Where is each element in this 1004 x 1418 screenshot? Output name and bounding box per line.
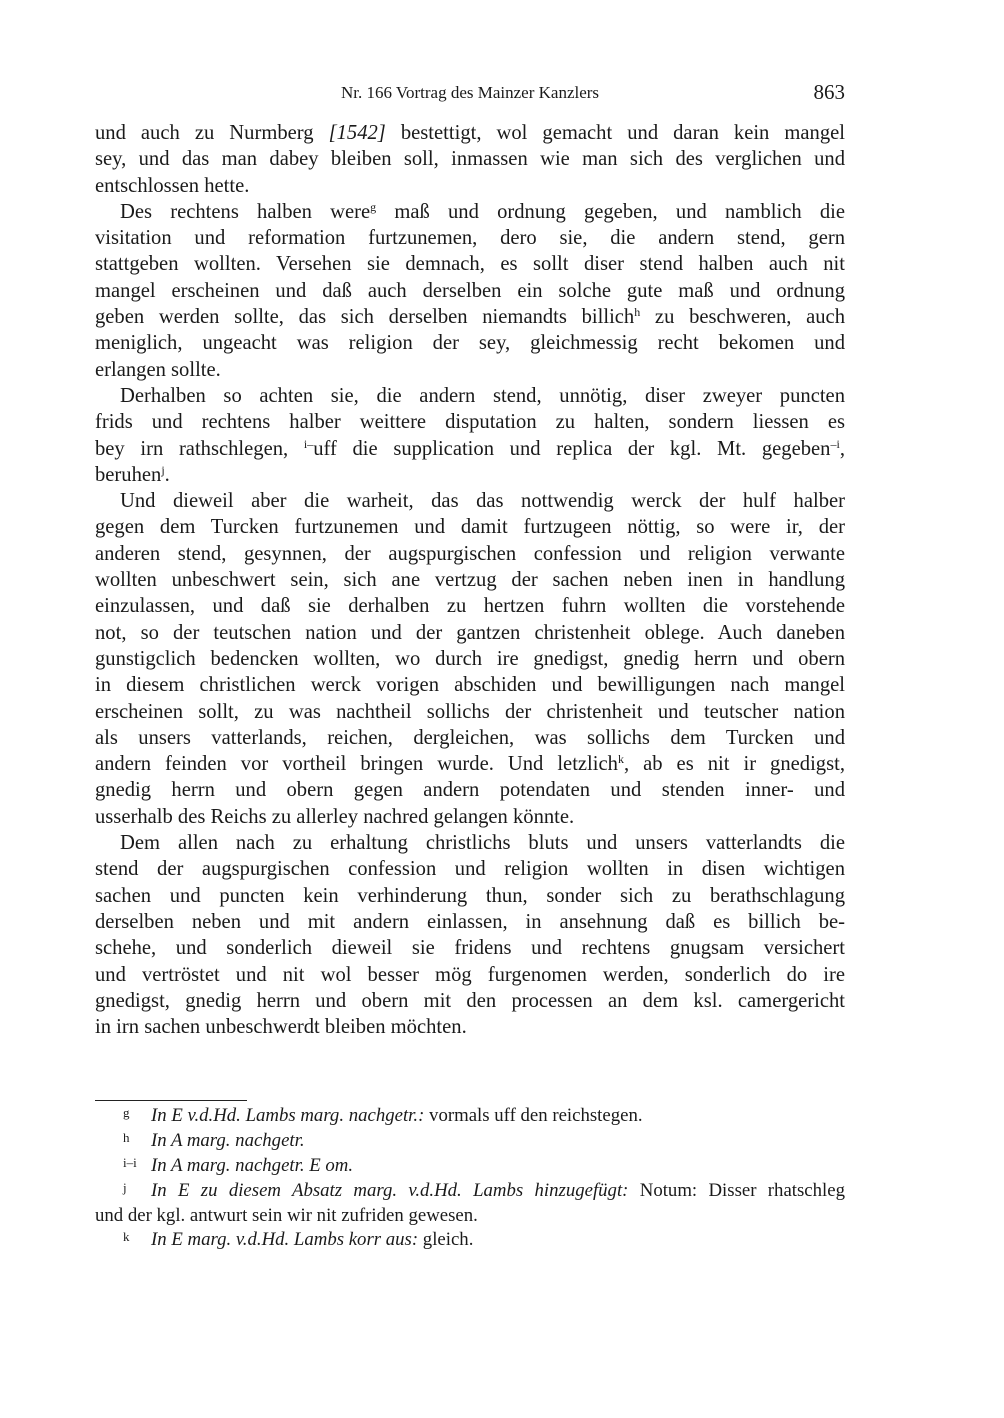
footnote-line	[95, 1154, 845, 1179]
text-segment: stend der augspurgischen confession und religion wollten in disen wichtigen	[95, 858, 845, 881]
text-segment: schehe, und sonderlich dieweil sie fridens und rechtens gnugsam versichert	[95, 937, 845, 960]
footnote-label: k	[123, 1229, 130, 1245]
text-segment: Und dieweil aber die warheit, das das nottwendig werck der hulf halber	[120, 490, 845, 513]
italic-text: [1542]	[328, 122, 386, 144]
footnote	[95, 1104, 845, 1129]
text-segment: not, so der teutschen nation und der gantzen christenheit oblege. Auch daneben	[95, 621, 845, 644]
text-segment: derselben neben und mit andern einlassen, in ansehnung daß es billich be-	[95, 910, 845, 933]
text-segment: mangel erscheinen und daß auch derselben ein solche gute maß und ordnung	[95, 279, 845, 302]
footnote-marker: k	[617, 752, 624, 767]
footnote-marker: –i	[830, 436, 840, 451]
text-line	[95, 304, 845, 330]
text-line	[95, 646, 845, 672]
text-line	[95, 514, 845, 540]
text-segment: Derhalben so achten sie, die andern stend, unnötig, diser zweyer puncten	[120, 384, 845, 407]
text-segment: stattgeben wollten. Versehen sie demnach, es sollt diser stend halben auch nit	[95, 253, 845, 276]
text-line	[95, 935, 845, 961]
text-line	[95, 751, 845, 777]
page-number: 863	[813, 80, 845, 104]
text-segment: bey irn rathschlegen,	[95, 437, 304, 460]
text-line	[95, 436, 845, 462]
text-segment: usserhalb des Reichs zu allerley nachred gelangen könnte.	[95, 805, 575, 828]
text-line	[95, 804, 845, 830]
paragraph	[95, 383, 845, 488]
text-line	[95, 199, 845, 225]
page-header	[95, 80, 845, 106]
text-segment: uff die supplication und replica der kgl. Mt. gegeben	[313, 437, 831, 460]
text-segment: gnedig herrn und obern gegen andern potendaten und stenden inner- und	[95, 779, 845, 802]
text-line	[95, 120, 845, 146]
footnotes	[95, 1104, 845, 1253]
paragraph	[95, 120, 845, 199]
footnote-marker: i–	[303, 436, 314, 451]
text-line	[95, 409, 845, 435]
text-segment: in irn sachen unbeschwerdt bleiben möchten.	[95, 1016, 467, 1039]
italic-text: In A marg. nachgetr.	[151, 1129, 305, 1151]
footnote-marker: g	[370, 199, 377, 214]
footnote-label: g	[123, 1105, 130, 1120]
footnote-marker: h	[634, 305, 641, 320]
text-line	[95, 856, 845, 882]
footnote-line	[95, 1179, 845, 1204]
text-line	[95, 1014, 845, 1040]
text-line	[95, 830, 845, 856]
text-segment: maß und ordnung gegeben, und namblich die	[376, 200, 845, 223]
text-line	[95, 909, 845, 935]
text-segment: bestettigt, wol gemacht und daran kein mangel	[385, 122, 845, 144]
text-segment: sachen und puncten kein verhinderung thun, sonder sich zu berathschlagung	[95, 884, 845, 907]
text-segment: Dem allen nach zu erhaltung christlichs bluts und unsers vatterlandts die	[120, 832, 845, 855]
running-title: Nr. 166 Vortrag des Mainzer Kanzlers	[340, 83, 600, 102]
text-segment: gnedigst, gnedig herrn und obern mit den processen an dem ksl. camergericht	[95, 989, 845, 1012]
text-segment: frids und rechtens halber weittere disputation zu halten, sondern liessen es	[95, 411, 845, 434]
text-segment: in diesem christlichen werck vorigen abschiden und bewilligungen nach mangel	[95, 674, 845, 697]
text-segment: zu beschweren, auch	[640, 306, 845, 329]
text-line	[95, 883, 845, 909]
text-segment: ,	[839, 437, 845, 460]
text-segment: gleich.	[418, 1229, 474, 1251]
footnote-line	[95, 1129, 845, 1154]
text-segment: beruhen	[95, 463, 162, 486]
text-segment: geben werden sollte, das sich derselben niemandts billich	[95, 306, 635, 329]
text-segment: erscheinen sollt, zu was nachtheil sollichs der christenheit und teutscher nation	[95, 700, 845, 723]
text-line	[95, 330, 845, 356]
text-segment: und der kgl. antwurt sein wir nit zufriden gewesen.	[95, 1204, 478, 1226]
footnote	[95, 1179, 845, 1229]
text-segment: Notum: Disser rhatschleg	[628, 1179, 845, 1201]
text-line	[95, 962, 845, 988]
text-line	[95, 146, 845, 172]
text-segment: als unsers vatterlands, reichen, dergleichen, was sollichs dem Turcken und	[95, 726, 845, 749]
footnote-line	[95, 1104, 845, 1129]
text-line	[95, 383, 845, 409]
text-segment: meniglich, ungeacht was religion der sey, gleichmessig recht bekomen und	[95, 332, 845, 355]
text-segment: einzulassen, und daß sie derhalben zu hertzen fuhrn wollten die vorstehende	[95, 595, 845, 618]
text-segment: wollten unbeschwert sein, sich ane vertzug der sachen neben inen in handlung	[95, 569, 845, 592]
text-line	[95, 173, 845, 199]
text-line	[95, 593, 845, 619]
text-line	[95, 462, 845, 488]
text-segment: vormals uff den reichstegen.	[424, 1105, 643, 1126]
text-line	[95, 672, 845, 698]
footnote-label: i–i	[123, 1154, 137, 1170]
text-segment: , ab es nit ir gnedigst,	[623, 753, 845, 776]
text-segment: und auch zu Nurmberg	[95, 122, 329, 144]
text-segment: visitation und reformation furtzunemen, dero sie, die andern stend, gern	[95, 227, 845, 250]
main-text	[95, 120, 845, 1040]
footnote-marker: j	[161, 462, 165, 477]
italic-text: In E zu diesem Absatz marg. v.d.Hd. Lambs hinzugefügt:	[151, 1179, 629, 1201]
footnote-label: j	[123, 1179, 127, 1195]
footnote-label: h	[123, 1129, 130, 1145]
text-segment: entschlossen hette.	[95, 174, 250, 197]
text-segment: erlangen sollte.	[95, 358, 221, 381]
italic-text: In E marg. v.d.Hd. Lambs korr aus:	[151, 1229, 419, 1251]
footnote-divider	[95, 1100, 247, 1101]
text-line	[95, 357, 845, 383]
text-line	[95, 541, 845, 567]
text-line	[95, 699, 845, 725]
paragraph	[95, 199, 845, 383]
footnote	[95, 1154, 845, 1179]
footnote-line	[95, 1204, 845, 1229]
text-segment: .	[164, 463, 170, 486]
paragraph	[95, 488, 845, 830]
italic-text: In E v.d.Hd. Lambs marg. nachgetr.:	[151, 1105, 425, 1126]
italic-text: In A marg. nachgetr. E om.	[151, 1154, 354, 1176]
text-segment: sey, und das man dabey bleiben soll, inmassen wie man sich des verglichen und	[95, 148, 845, 171]
text-line	[95, 251, 845, 277]
text-segment: und vertröstet und nit wol besser mög furgenomen werden, sonderlich do ire	[95, 963, 845, 986]
text-line	[95, 620, 845, 646]
text-line	[95, 278, 845, 304]
text-line	[95, 777, 845, 803]
paragraph	[95, 830, 845, 1040]
footnote-line	[95, 1228, 845, 1253]
text-segment: gegen dem Turcken furtzunemen und damit furtzugeen nöttig, so were ir, der	[95, 516, 845, 539]
text-line	[95, 567, 845, 593]
text-segment: andern feinden vor vortheil bringen wurde. Und letzlich	[95, 753, 618, 776]
text-line	[95, 225, 845, 251]
text-segment: anderen stend, gesynnen, der augspurgischen confession und religion verwante	[95, 542, 845, 565]
footnote	[95, 1228, 845, 1253]
text-line	[95, 988, 845, 1014]
text-line	[95, 725, 845, 751]
text-line	[95, 488, 845, 514]
text-segment: Des rechtens halben were	[120, 200, 371, 223]
footnote	[95, 1129, 845, 1154]
text-segment: gunstigclich bedencken wollten, wo durch ire gnedigst, gnedig herrn und obern	[95, 647, 845, 670]
